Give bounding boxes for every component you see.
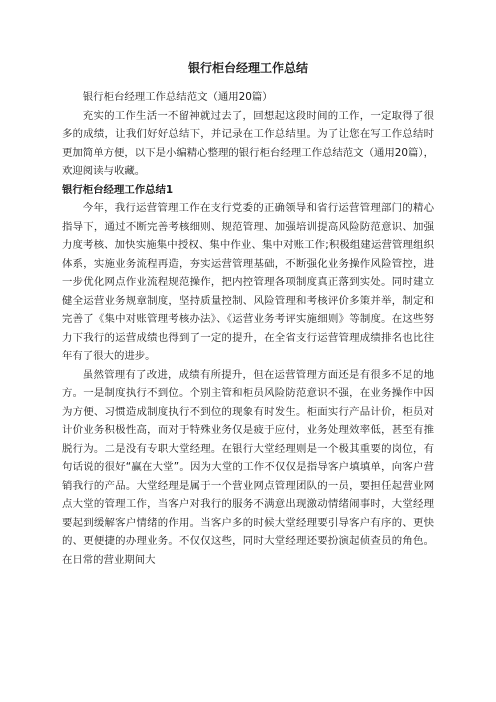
body-paragraph-1: 今年，我行运营管理工作在支行党委的正确领导和省行运营管理部门的精心指导下，通过不断完善考核细则、规范管理、加强培训提高风险防范意识、加强力度考核、加快实施集中授权、集中作业、集中对账工作;积极组建运营管理组织体系，实施业务流程再造，夯实运营管理基础，不断强化业务操作风险管控，进一步优化网点作业流程规范操作，把内控管理各项制度真正落到实处。同时建立健全运营业务规章制度，坚持质量控制、风险管理和考核评价多策并举，制定和完善了《集中对账管理考核办法》、《运营业务考评实施细则》等制度。在这些努力下我行的运营成绩也得到了一定的提升，在全省支行运营管理成绩排名也比往年有了很大的进步。 xyxy=(62,202,434,362)
body-paragraph-2: 虽然管理有了改进，成绩有所提升，但在运营管理方面还是有很多不足的地方。一是制度执行不到位。个别主管和柜员风险防范意识不强，在业务操作中因为方便、习惯造成制度执行不到位的现象有时发生。柜面实行产品计价，柜员对计价业务积极性高，而对于特殊业务仅是疲于应付，业务处理效率低，甚至有推脱行为。二是没有专职大堂经理。在银行大堂经理则是一个极其重要的岗位，有句话说的很好“赢在大堂”。因为大堂的工作不仅仅是指导客户填填单，向客户营销我行的产品。大堂经理是属于一个营业网点管理团队的一员，要担任起营业网点大堂的管理工作，当客户对我行的服务不满意出现激动情绪闹事时，大堂经理要起到缓解客户情绪的作用。当客户多的时候大堂经理要引导客户有序的、更快的、更便捷的办理业务。不仅仅这些，同时大堂经理还要扮演起侦查员的角色。在日常的营业期间大 xyxy=(62,368,434,566)
document-title: 银行柜台经理工作总结 xyxy=(187,61,308,75)
intro-paragraph: 充实的工作生活一不留神就过去了，回想起这段时间的工作，一定取得了很多的成绩，让我们好好总结下，并记录在工作总结里。为了让您在写工作总结时更加简单方便，以下是小编精心整理的银行柜台经理工作总结范文（通用20篇），欢迎阅读与收藏。 xyxy=(62,109,434,177)
section-heading: 银行柜台经理工作总结1 xyxy=(62,183,174,196)
document-subtitle: 银行柜台经理工作总结范文（通用20篇） xyxy=(82,91,273,103)
